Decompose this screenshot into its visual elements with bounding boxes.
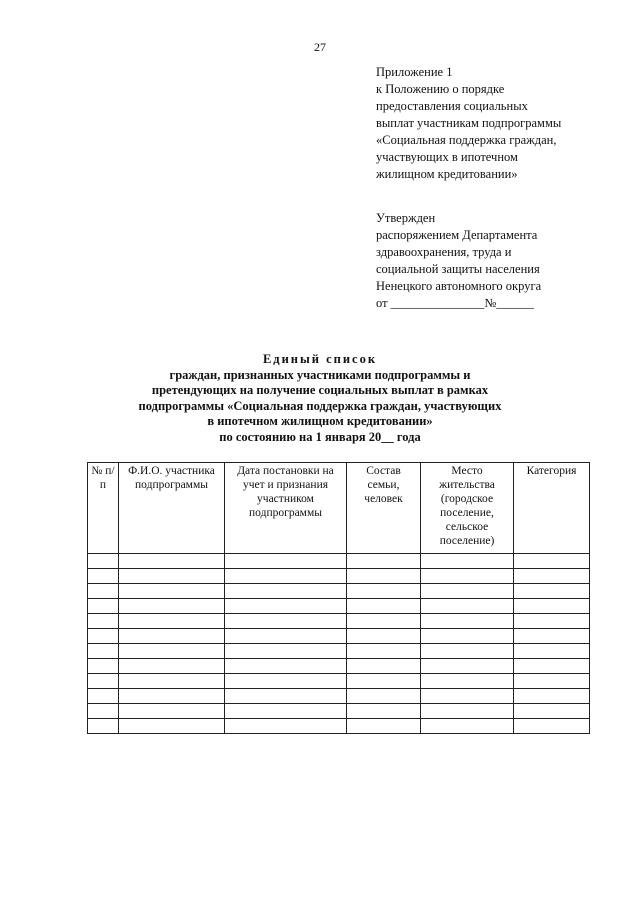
table-cell bbox=[347, 569, 421, 584]
table-cell bbox=[88, 569, 119, 584]
table-cell bbox=[421, 614, 514, 629]
column-header-family-size: Состав семьи, человек bbox=[347, 463, 421, 554]
table-cell bbox=[514, 599, 590, 614]
table-cell bbox=[119, 554, 225, 569]
approval-line: Ненецкого автономного округа bbox=[376, 279, 542, 293]
approval-line: Утвержден bbox=[376, 211, 436, 225]
table-cell bbox=[225, 704, 347, 719]
table-cell bbox=[347, 689, 421, 704]
table-row bbox=[88, 614, 590, 629]
table-cell bbox=[119, 719, 225, 734]
table-cell bbox=[421, 569, 514, 584]
table-cell bbox=[514, 704, 590, 719]
table-row bbox=[88, 554, 590, 569]
table-cell bbox=[225, 689, 347, 704]
column-header-category: Категория bbox=[514, 463, 590, 554]
table-cell bbox=[88, 599, 119, 614]
table-cell bbox=[88, 614, 119, 629]
table-cell bbox=[225, 584, 347, 599]
appendix-line: предоставления социальных bbox=[376, 99, 528, 113]
appendix-line: «Социальная поддержка граждан, bbox=[376, 133, 557, 147]
table-cell bbox=[421, 629, 514, 644]
table-cell bbox=[225, 569, 347, 584]
table-cell bbox=[225, 629, 347, 644]
table-cell bbox=[88, 554, 119, 569]
table-cell bbox=[347, 719, 421, 734]
column-header-name: Ф.И.О. участника подпрограммы bbox=[119, 463, 225, 554]
table-cell bbox=[421, 644, 514, 659]
table-cell bbox=[514, 569, 590, 584]
table-cell bbox=[514, 689, 590, 704]
table-cell bbox=[119, 629, 225, 644]
column-header-number: № п/п bbox=[88, 463, 119, 554]
table-cell bbox=[421, 659, 514, 674]
table-row bbox=[88, 584, 590, 599]
table-row bbox=[88, 644, 590, 659]
table-cell bbox=[347, 674, 421, 689]
table-cell bbox=[421, 704, 514, 719]
appendix-block bbox=[376, 64, 561, 183]
table-cell bbox=[119, 689, 225, 704]
table-cell bbox=[421, 554, 514, 569]
table-cell bbox=[347, 629, 421, 644]
table-row bbox=[88, 674, 590, 689]
appendix-line: к Положению о порядке bbox=[376, 82, 505, 96]
table-cell bbox=[88, 644, 119, 659]
table-cell bbox=[347, 599, 421, 614]
table-cell bbox=[225, 644, 347, 659]
approval-line: от _______________№______ bbox=[376, 296, 534, 310]
table-cell bbox=[119, 704, 225, 719]
table-cell bbox=[88, 629, 119, 644]
table-cell bbox=[421, 584, 514, 599]
title-line: граждан, признанных участниками подпрограммы и bbox=[169, 367, 471, 382]
approval-line: социальной защиты населения bbox=[376, 262, 540, 276]
page-number: 27 bbox=[314, 40, 326, 54]
appendix-line: выплат участникам подпрограммы bbox=[376, 116, 562, 130]
title-heading: Единый список bbox=[262, 352, 378, 366]
table-cell bbox=[225, 614, 347, 629]
approval-line: распоряжением Департамента bbox=[376, 228, 538, 242]
table-body bbox=[88, 554, 590, 734]
table-row bbox=[88, 629, 590, 644]
table-cell bbox=[225, 659, 347, 674]
title-line: по состоянию на 1 января 20__ года bbox=[219, 429, 421, 444]
table-cell bbox=[514, 584, 590, 599]
table-cell bbox=[225, 719, 347, 734]
document-title bbox=[0, 352, 640, 445]
table-row bbox=[88, 569, 590, 584]
table-row bbox=[88, 659, 590, 674]
table-cell bbox=[119, 584, 225, 599]
table-cell bbox=[88, 689, 119, 704]
approval-block bbox=[376, 210, 541, 312]
table-row bbox=[88, 719, 590, 734]
table-cell bbox=[347, 584, 421, 599]
table-cell bbox=[119, 674, 225, 689]
table-cell bbox=[421, 599, 514, 614]
table-cell bbox=[119, 659, 225, 674]
title-line: претендующих на получение социальных выплат в рамках bbox=[151, 383, 489, 397]
table-cell bbox=[119, 614, 225, 629]
approval-line: здравоохранения, труда и bbox=[376, 245, 512, 259]
table-cell bbox=[514, 554, 590, 569]
table-cell bbox=[514, 644, 590, 659]
table-cell bbox=[119, 644, 225, 659]
column-header-registration-date: Дата постановки на учет и признания участником подпрограммы bbox=[225, 463, 347, 554]
table-cell bbox=[225, 674, 347, 689]
table-cell bbox=[225, 599, 347, 614]
table-cell bbox=[347, 704, 421, 719]
table-cell bbox=[119, 599, 225, 614]
table-cell bbox=[421, 689, 514, 704]
title-line: в ипотечном жилищном кредитовании» bbox=[207, 414, 433, 428]
table-cell bbox=[88, 674, 119, 689]
participants-table bbox=[87, 462, 590, 734]
table-header-row bbox=[88, 463, 590, 554]
table-cell bbox=[119, 569, 225, 584]
title-line: подпрограммы «Социальная поддержка граждан, участвующих bbox=[138, 398, 502, 413]
table-cell bbox=[225, 554, 347, 569]
table-cell bbox=[347, 659, 421, 674]
table-cell bbox=[347, 644, 421, 659]
table-cell bbox=[88, 584, 119, 599]
table-cell bbox=[88, 704, 119, 719]
table-cell bbox=[514, 629, 590, 644]
table-cell bbox=[88, 659, 119, 674]
table-cell bbox=[514, 719, 590, 734]
column-header-residence: Место жительства (городское поселение, сельское поселение) bbox=[421, 463, 514, 554]
table-row bbox=[88, 704, 590, 719]
table-cell bbox=[347, 554, 421, 569]
table-row bbox=[88, 689, 590, 704]
table-cell bbox=[514, 674, 590, 689]
table-cell bbox=[514, 659, 590, 674]
table-cell bbox=[88, 719, 119, 734]
table-cell bbox=[421, 674, 514, 689]
table-cell bbox=[421, 719, 514, 734]
table-row bbox=[88, 599, 590, 614]
appendix-line: жилищном кредитовании» bbox=[376, 167, 518, 181]
appendix-line: участвующих в ипотечном bbox=[376, 150, 518, 164]
table-cell bbox=[514, 614, 590, 629]
appendix-line: Приложение 1 bbox=[376, 65, 453, 79]
table-cell bbox=[347, 614, 421, 629]
